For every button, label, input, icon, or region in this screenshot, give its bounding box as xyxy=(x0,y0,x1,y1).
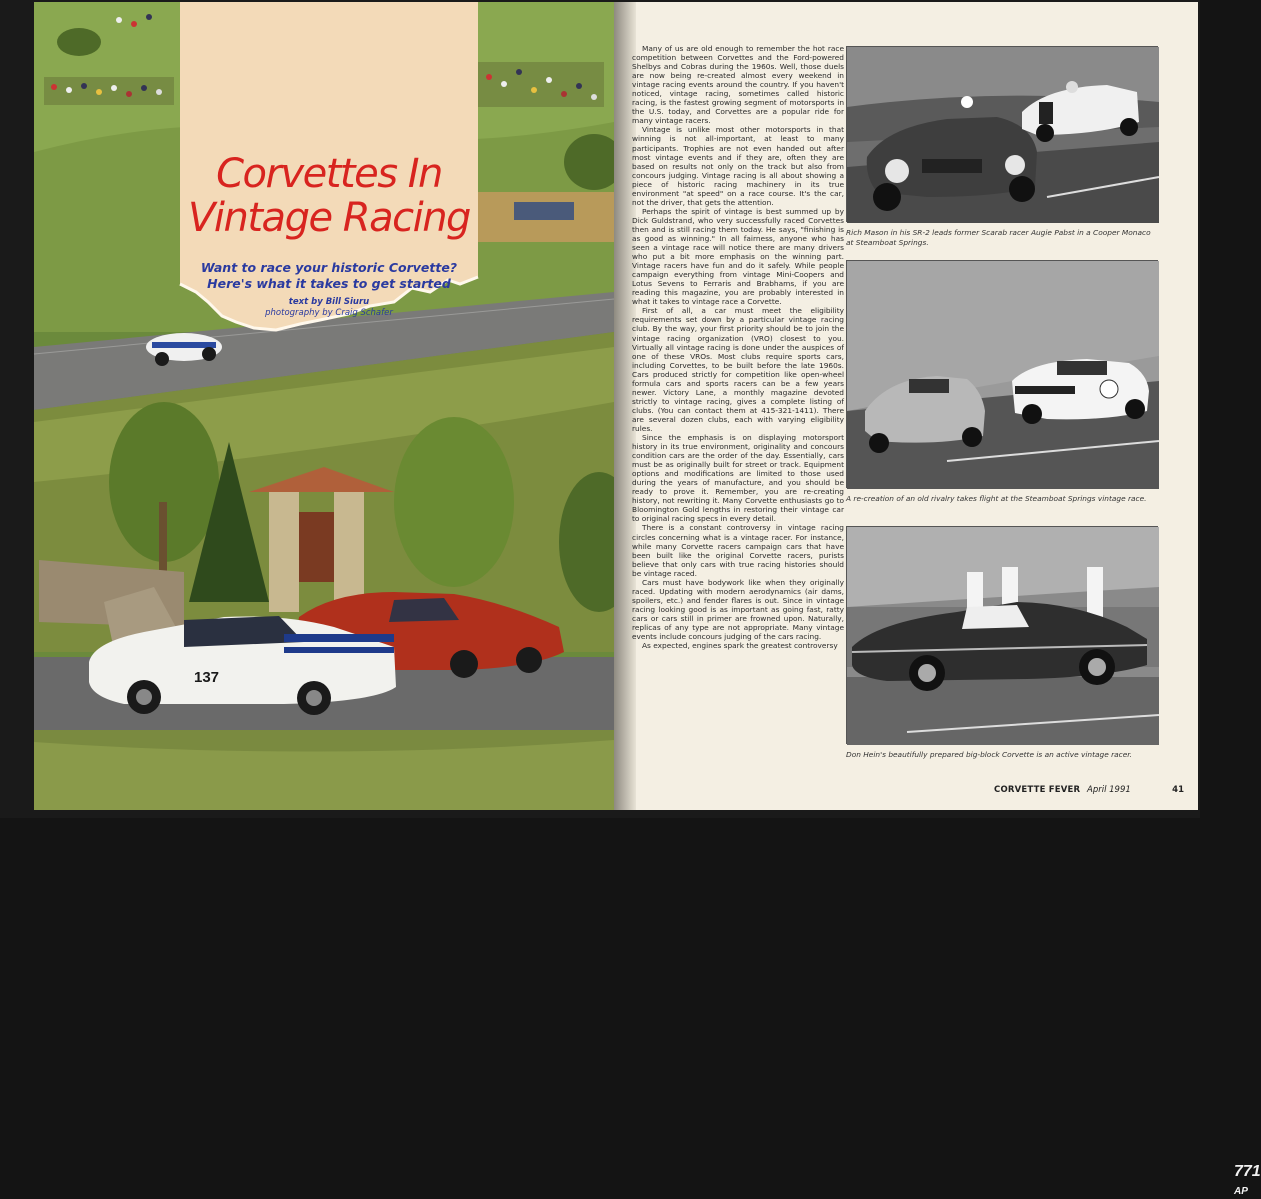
body-paragraph: There is a constant controversy in vintage racing circles concerning what is a vintage racer. For instance, while many Corvette racers campaign cars that have been built like the original Corvette racers, purists believe that only cars with true racing histories should be vintage raced. xyxy=(632,523,844,578)
photo-credit: photography by Craig Schafer xyxy=(265,308,393,318)
issue-date: April 1991 xyxy=(1087,785,1131,795)
headline-line-1: Corvettes In xyxy=(216,151,442,197)
photo-frame xyxy=(846,260,1158,488)
dek-line-2: Here's what it takes to get started xyxy=(207,276,451,291)
body-paragraph: Vintage is unlike most other motorsports in that winning is not all-important, at least to many participants. Trophies are not even handed out after most vintage events and if they are, often they are based on results not only on the track but also from concours judging. Vintage racing is all about showing a piece of historic racing machinery in its true environment "at speed" on a race course. It's the car, not the driver, that gets the attention. xyxy=(632,125,844,207)
bw-race-photo-1 xyxy=(847,47,1159,223)
magazine-name: CORVETTE FEVER xyxy=(994,785,1081,795)
article-credits xyxy=(180,297,478,319)
bw-race-photo-3 xyxy=(847,527,1159,745)
body-paragraph: As expected, engines spark the greatest controversy xyxy=(642,641,838,651)
body-paragraph: Perhaps the spirit of vintage is best summed up by Dick Guldstrand, who very successfully raced Corvettes then and is still racing them today. He says, "finishing is as good as winning." In all fairness, anyone who has seen a vintage race will notice there are many drivers who put a bit more emphasis on the winning part. Vintage racers have fun and do it safely. While people campaign everything from vintage Mini-Coopers and Lotus Sevens to Ferraris and Brabhams, if you are reading this magazine, you are probably interested in what it takes to vintage race a Corvette. xyxy=(632,206,844,307)
car-number-137: 137 xyxy=(194,669,220,686)
article-body-column xyxy=(632,44,844,774)
dek-line-1: Want to race your historic Corvette? xyxy=(200,260,458,275)
page-number: 41 xyxy=(1172,785,1184,795)
car-number: 771 xyxy=(1234,1163,1261,1180)
photo-caption: Rich Mason in his SR-2 leads former Scarab racer Augie Pabst in a Cooper Monaco at Steamboat Springs. xyxy=(846,228,1151,247)
left-page-photo xyxy=(34,2,614,810)
bw-race-photo-2 xyxy=(847,261,1159,489)
headline-line-2: Vintage Racing xyxy=(188,195,470,241)
page-footer xyxy=(994,785,1184,799)
title-card xyxy=(180,2,478,332)
article-dek xyxy=(180,260,478,292)
photo-caption: A re-creation of an old rivalry takes flight at the Steamboat Springs vintage race. xyxy=(846,494,1147,503)
right-page xyxy=(614,2,1261,1197)
body-paragraph: Since the emphasis is on displaying motorsport history in its true environment, originality and concours condition cars are the order of the day. Essentially, cars must be as originally built for street or track. Equipment options and modifications are limited to those used during the years of manufacture, and you should be ready to prove it. Remember, you are re-creating history, not rewriting it. Many Corvette enthusiasts go to Bloomington Gold lengths in restoring their vintage car to original racing specs in every detail. xyxy=(632,433,844,524)
car-class: AP xyxy=(1234,1186,1248,1197)
body-paragraph: Many of us are old enough to remember the hot race competition between Corvettes and the Ford-powered Shelbys and Cobras during the 1960s. Well, those duels are now being re-created almost every weekend in vintage racing events around the country. If you haven't noticed, vintage racing, sometimes called historic racing, is the fastest growing segment of motorsports in the U.S. today, and Corvettes are a popular ride for many vintage racers. xyxy=(632,44,844,126)
body-paragraph: First of all, a car must meet the eligibility requirements set down by a particular vintage racing club. By the way, your first priority should be to join the vintage racing organization (VRO) closest to you. Virtually all vintage racing is done under the auspices of one of these VROs. Most clubs require sports cars, including Corvettes, to be built before the late 1960s. Cars produced strictly for competition like open-wheel formula cars and sports racers can be a few years newer. Victory Lane, a monthly magazine devoted strictly to vintage racing, gives a complete listing of clubs. (You can contact them at 415-321-1411). There are several dozen clubs, each with varying eligibility rules. xyxy=(632,306,844,433)
car-number-771 xyxy=(1234,1163,1261,1199)
article-headline xyxy=(180,152,478,240)
photo-frame xyxy=(846,46,1158,222)
photo-sr2-cooper xyxy=(846,46,1158,248)
photo-rivalry xyxy=(846,260,1158,504)
body-paragraph: Cars must have bodywork like when they originally raced. Updating with modern aerodynamics (air dams, spoilers, etc.) and fender flares is out. Since in vintage racing looking good is as important as going fast, ratty cars or cars still in primer are frowned upon. Naturally, replicas of any type are not appropriate. Many vintage events include concours judging of the cars racing. xyxy=(632,577,844,642)
byline: text by Bill Siuru xyxy=(288,297,370,307)
photo-caption: Don Hein's beautifully prepared big-block Corvette is an active vintage racer. xyxy=(846,750,1132,759)
